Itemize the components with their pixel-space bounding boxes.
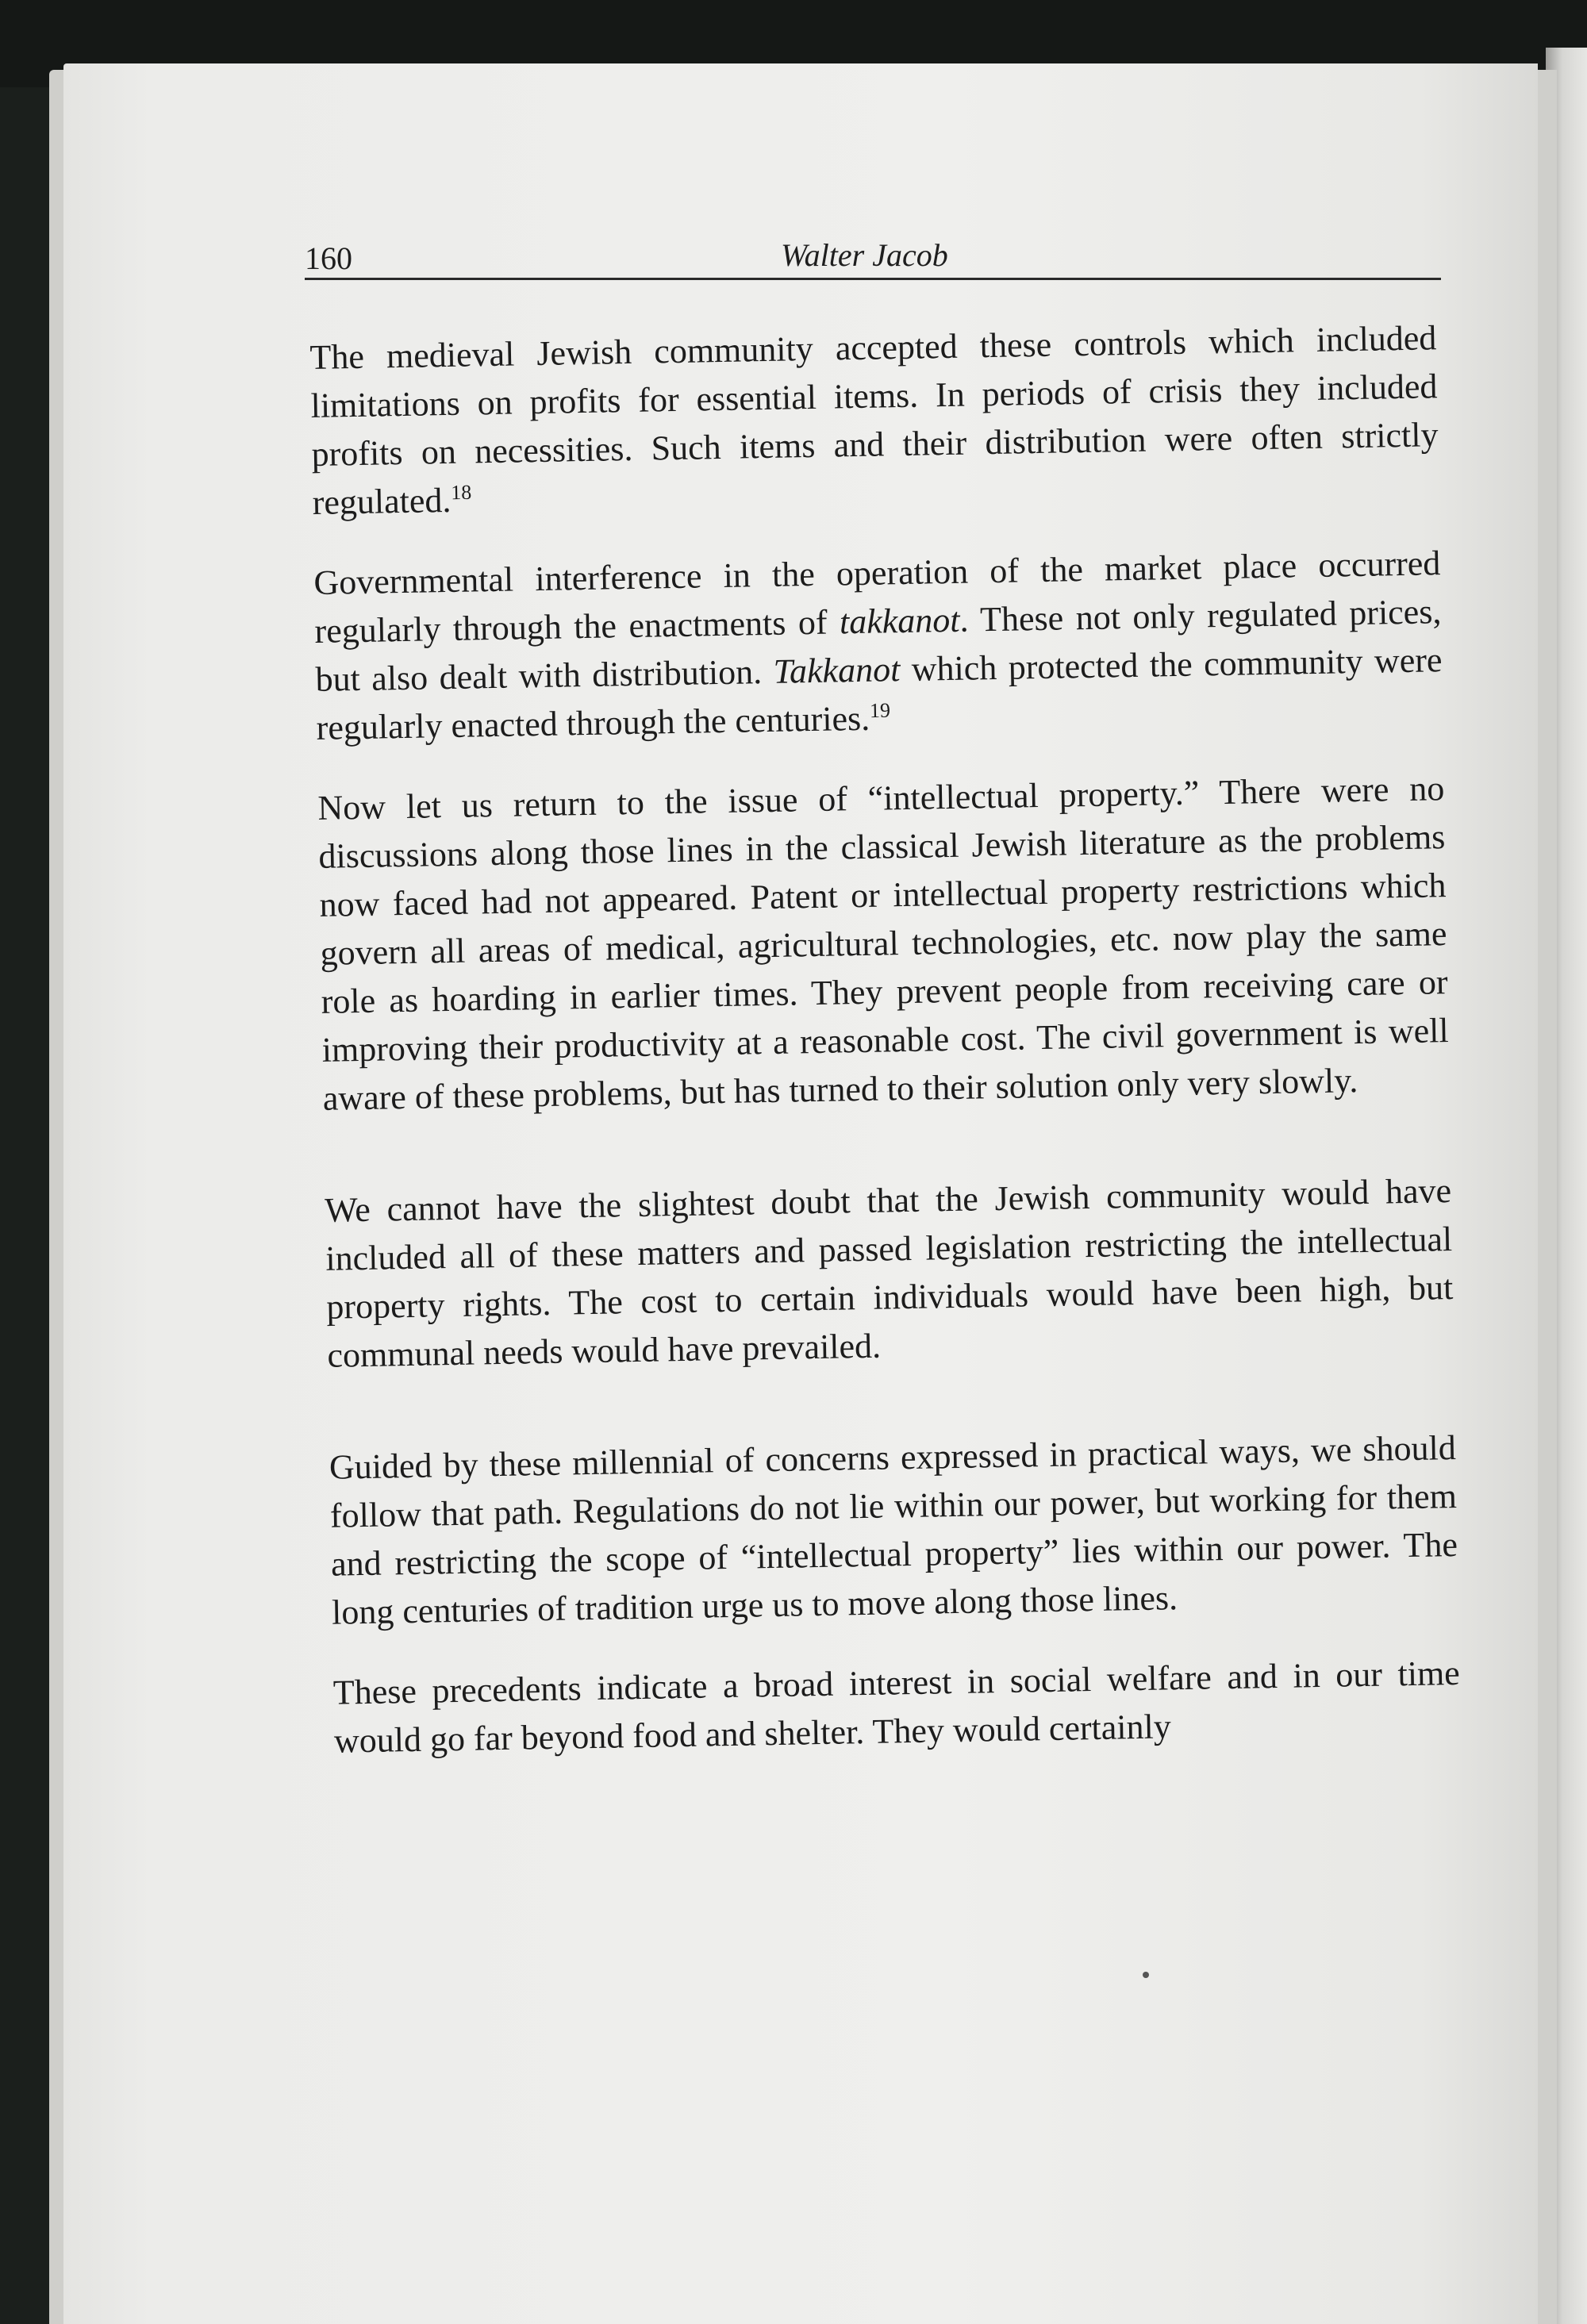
page-mark-dot bbox=[1143, 1972, 1149, 1978]
paragraph-2-text-b: . These not only regulated prices, but also dealt with distribution. bbox=[315, 592, 1442, 699]
paragraph-1-text: The medieval Jewish community accepted these controls which included limitations on profits for essential items. In periods of crisis they included profits on necessities. Such items and their distribution were often strictly regulated. bbox=[309, 318, 1439, 522]
footnote-ref-19[interactable]: 19 bbox=[869, 698, 891, 723]
page-number: 160 bbox=[305, 240, 352, 276]
paragraph-5: Guided by these millennial of concerns expressed in practical ways, we should follow that path. Regulations do not lie within our power, but working for them and restricting the scope of “intellectual property” lies within our power. The long centuries of tradition urge us to move along those lines. bbox=[329, 1428, 1458, 1632]
paragraph-4: We cannot have the slightest doubt that the Jewish community would have included all of these matters and passed legislation restricting the intellectual property rights. The cost to certain individuals would have been high, but communal needs would have prevailed. bbox=[324, 1171, 1454, 1375]
running-head-author: Walter Jacob bbox=[781, 237, 948, 273]
footnote-ref-18[interactable]: 18 bbox=[450, 480, 472, 505]
paragraph-2-text-a: Governmental interference in the operation of the market place occurred regularly through the enactments of bbox=[313, 544, 1441, 651]
body-text bbox=[309, 313, 1462, 1797]
paragraph-2-text-c: which protected the community were regularly enacted through the centuries. bbox=[316, 640, 1443, 747]
page-header bbox=[305, 237, 1441, 280]
paragraph-6: These precedents indicate a broad interest in social welfare and in our time would go far beyond food and shelter. They would certainly bbox=[332, 1653, 1461, 1761]
term-takkanot: takkanot bbox=[839, 600, 960, 642]
paragraph-1 bbox=[309, 313, 1439, 527]
term-takkanot-2: Takkanot bbox=[773, 650, 901, 691]
paragraph-2 bbox=[313, 539, 1443, 752]
paragraph-3: Now let us return to the issue of “intellectual property.” There were no discussions along those lines in the classical Jewish literature as the problems now faced had not appeared. Patent or intellectual property restrictions which govern all areas of medical, agricultural technologies, etc. now play the same role as hoarding in earlier times. They prevent people from receiving care or improving their productivity at a reasonable cost. The civil government is well aware of these problems, but has turned to their solution only very slowly. bbox=[317, 769, 1449, 1118]
